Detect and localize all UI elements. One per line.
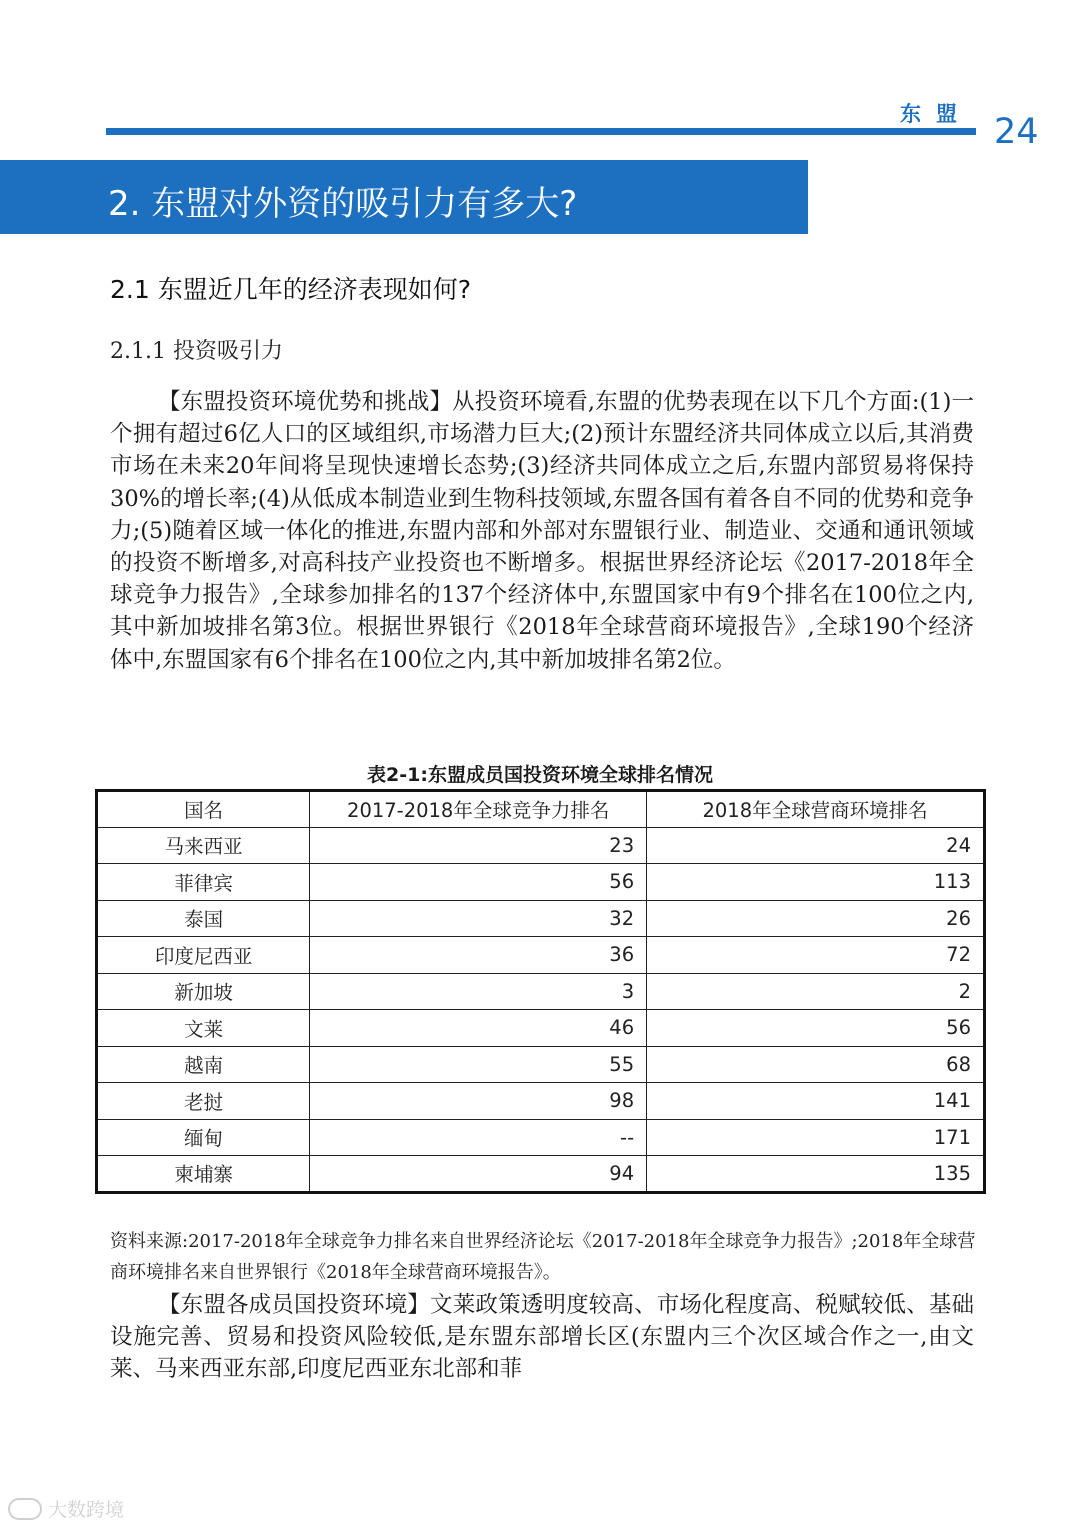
watermark xyxy=(8,1495,124,1522)
cell-competitiveness: 46 xyxy=(310,1010,647,1047)
table-row xyxy=(97,937,985,974)
table-row xyxy=(97,864,985,901)
paragraph-text: 【东盟各成员国投资环境】文莱政策透明度较高、市场化程度高、税赋较低、基础设施完善、贸易和投资风险较低,是东盟东部增长区(东盟内三个次区域合作之一,由文莱、马来西亚东部,印度尼西亚东北部和菲 xyxy=(110,1292,974,1383)
cell-country: 新加坡 xyxy=(97,973,310,1010)
table-row xyxy=(97,1119,985,1156)
cell-business-env: 113 xyxy=(647,864,985,901)
body-paragraph-1 xyxy=(110,386,974,676)
cell-competitiveness: 98 xyxy=(310,1083,647,1120)
watermark-text: 大数跨境 xyxy=(48,1499,125,1521)
cell-business-env: 171 xyxy=(647,1119,985,1156)
section-heading: 2.1 东盟近几年的经济表现如何? xyxy=(110,275,471,304)
table-row xyxy=(97,900,985,937)
table-row xyxy=(97,1083,985,1120)
cell-country: 老挝 xyxy=(97,1083,310,1120)
body-paragraph-2 xyxy=(110,1289,974,1386)
cell-business-env: 24 xyxy=(647,827,985,864)
subsection-heading: 2.1.1 投资吸引力 xyxy=(110,339,283,364)
cell-country: 文莱 xyxy=(97,1010,310,1047)
cell-country: 缅甸 xyxy=(97,1119,310,1156)
header-section-label: 东盟 xyxy=(900,102,972,126)
table-row xyxy=(97,1010,985,1047)
table-row xyxy=(97,973,985,1010)
table-row xyxy=(97,1046,985,1083)
watermark-logo-icon xyxy=(8,1498,42,1520)
paragraph-text: 【东盟投资环境优势和挑战】从投资环境看,东盟的优势表现在以下几个方面:(1)一个拥有超过6亿人口的区域组织,市场潜力巨大;(2)预计东盟经济共同体成立以后,其消费市场在未来20年间将呈现快速增长态势;(3)经济共同体成立之后,东盟内部贸易将保持30%的增长率;(4)从低成本制造业到生物科技领域,东盟各国有着各自不同的优势和竞争力;(5)随着区域一体化的推进,东盟内部和外部对东盟银行业、制造业、交通和通讯领域的投资不断增多,对高科技产业投资也不断增多。根据世界经济论坛《2017-2018年全球竞争力报告》,全球参加排名的137个经济体中,东盟国家中有9个排名在100位之内,其中新加坡排名第3位。根据世界银行《2018年全球营商环境报告》,全球190个经济体中,东盟国家有6个排名在100位之内,其中新加坡排名第2位。 xyxy=(110,389,974,673)
chapter-title: 2. 东盟对外资的吸引力有多大? xyxy=(108,184,578,224)
cell-business-env: 26 xyxy=(647,900,985,937)
cell-business-env: 2 xyxy=(647,973,985,1010)
page-number: 24 xyxy=(994,112,1039,152)
table-header-row xyxy=(97,791,985,828)
cell-competitiveness: 94 xyxy=(310,1156,647,1193)
cell-competitiveness: 32 xyxy=(310,900,647,937)
ranking-table xyxy=(95,789,986,1194)
cell-country: 菲律宾 xyxy=(97,864,310,901)
cell-competitiveness: -- xyxy=(310,1119,647,1156)
cell-competitiveness: 56 xyxy=(310,864,647,901)
header-country: 国名 xyxy=(97,791,310,828)
chapter-banner xyxy=(0,160,808,234)
cell-country: 马来西亚 xyxy=(97,827,310,864)
table-row xyxy=(97,1156,985,1193)
cell-business-env: 68 xyxy=(647,1046,985,1083)
source-note: 资料来源:2017-2018年全球竞争力排名来自世界经济论坛《2017-2018年全球竞争力报告》;2018年全球营商环境排名来自世界银行《2018年全球营商环境报告》。 xyxy=(110,1231,976,1283)
cell-competitiveness: 3 xyxy=(310,973,647,1010)
cell-country: 泰国 xyxy=(97,900,310,937)
cell-business-env: 135 xyxy=(647,1156,985,1193)
cell-country: 柬埔寨 xyxy=(97,1156,310,1193)
cell-competitiveness: 55 xyxy=(310,1046,647,1083)
cell-business-env: 72 xyxy=(647,937,985,974)
table-caption: 表2-1:东盟成员国投资环境全球排名情况 xyxy=(367,764,713,786)
header-business-env: 2018年全球营商环境排名 xyxy=(647,791,985,828)
header-rule xyxy=(106,128,976,135)
cell-business-env: 141 xyxy=(647,1083,985,1120)
header-competitiveness: 2017-2018年全球竞争力排名 xyxy=(310,791,647,828)
table-row xyxy=(97,827,985,864)
cell-country: 越南 xyxy=(97,1046,310,1083)
cell-competitiveness: 36 xyxy=(310,937,647,974)
cell-competitiveness: 23 xyxy=(310,827,647,864)
cell-country: 印度尼西亚 xyxy=(97,937,310,974)
cell-business-env: 56 xyxy=(647,1010,985,1047)
